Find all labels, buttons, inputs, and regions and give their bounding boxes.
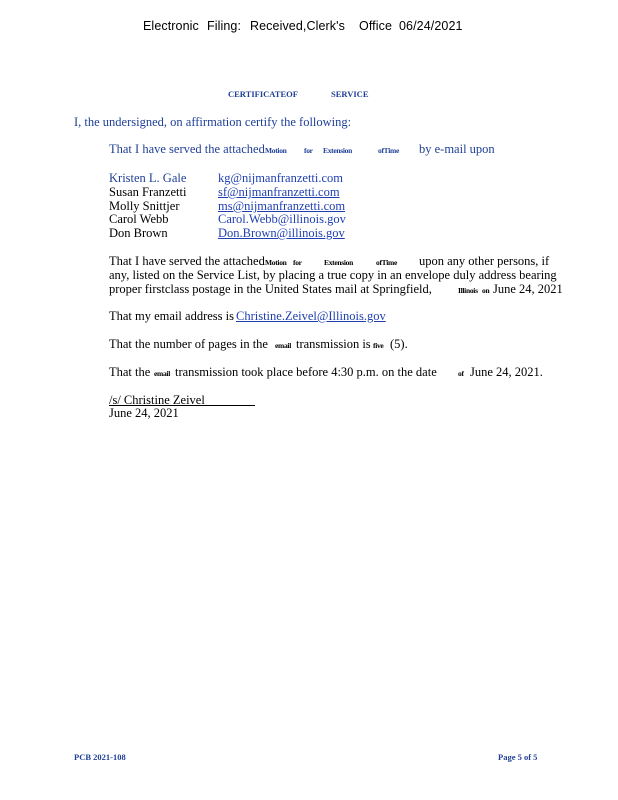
pages-count: five	[373, 341, 384, 350]
recipient-email-link[interactable]: sf@nijmanfranzetti.com	[218, 185, 340, 199]
served-mail-lead: That I have served the attached	[109, 254, 265, 268]
pages-middle: transmission is	[296, 337, 371, 351]
served-mail-line2: any, listed on the Service List, by placing a true copy in an envelope duly address bearing	[109, 268, 557, 282]
served-email-oftime: ofTime	[378, 146, 399, 155]
pages-email: email	[275, 341, 291, 350]
recipient-name: Don Brown	[109, 226, 168, 240]
certificate-title-right: SERVICE	[331, 89, 369, 99]
recipient-email-link[interactable]: kg@nijmanfranzetti.com	[218, 171, 344, 185]
signature-name: /s/ Christine Zeivel	[109, 393, 205, 407]
affirmation-text: I, the undersigned, on affirmation certify the following:	[74, 115, 352, 129]
pages-lead: That the number of pages in the	[109, 337, 268, 351]
served-mail-on: on	[482, 286, 490, 295]
served-mail-date: June 24, 2021	[493, 282, 563, 296]
served-email-motion: Motion	[265, 146, 287, 155]
served-mail-for: for	[293, 258, 302, 267]
my-email-link[interactable]: Christine.Zeivel@Illinois.gov	[236, 309, 386, 323]
served-mail-extension: Extension	[324, 258, 353, 267]
served-mail-line3: proper firstclass postage in the United States mail at Springfield,	[109, 282, 432, 296]
recipient-email-link[interactable]: Don.Brown@illinois.gov	[218, 226, 345, 240]
recipient-name: Carol Webb	[109, 212, 169, 226]
timing-email: email	[154, 369, 170, 378]
certificate-title-left: CERTIFICATEOF	[228, 89, 298, 99]
timing-lead: That the	[109, 365, 151, 379]
timing-date: June 24, 2021.	[470, 365, 543, 379]
pages-tail: (5).	[390, 337, 408, 351]
served-email-extension: Extension	[323, 146, 352, 155]
header-office: Office	[359, 19, 393, 33]
served-email-tail: by e-mail upon	[419, 142, 495, 156]
email-address-lead: That my email address is	[109, 309, 234, 323]
header-electronic: Electronic	[143, 19, 199, 33]
recipient-name: Kristen L. Gale	[109, 171, 187, 185]
served-mail-motion: Motion	[265, 258, 287, 267]
served-mail-oftime: ofTime	[376, 258, 397, 267]
served-email-lead: That I have served the attached	[109, 142, 265, 156]
header-date: 06/24/2021	[399, 19, 463, 33]
footer-case-number: PCB 2021-108	[74, 752, 126, 762]
recipient-email-link[interactable]: ms@nijmanfranzetti.com	[218, 199, 346, 213]
timing-middle: transmission took place before 4:30 p.m. on the date	[175, 365, 437, 379]
header-received: Received,Clerk's	[250, 19, 345, 33]
header-filing: Filing:	[207, 19, 242, 33]
recipient-name: Susan Franzetti	[109, 185, 187, 199]
signature-date: June 24, 2021	[109, 406, 179, 420]
recipient-email-link[interactable]: Carol.Webb@illinois.gov	[218, 212, 346, 226]
served-email-for: for	[304, 146, 313, 155]
served-mail-tail: upon any other persons, if	[419, 254, 550, 268]
timing-of: of	[458, 369, 464, 378]
footer-page-number: Page 5 of 5	[498, 752, 538, 762]
served-mail-illinois: Illinois	[458, 286, 478, 295]
recipient-name: Molly Snittjer	[109, 199, 180, 213]
